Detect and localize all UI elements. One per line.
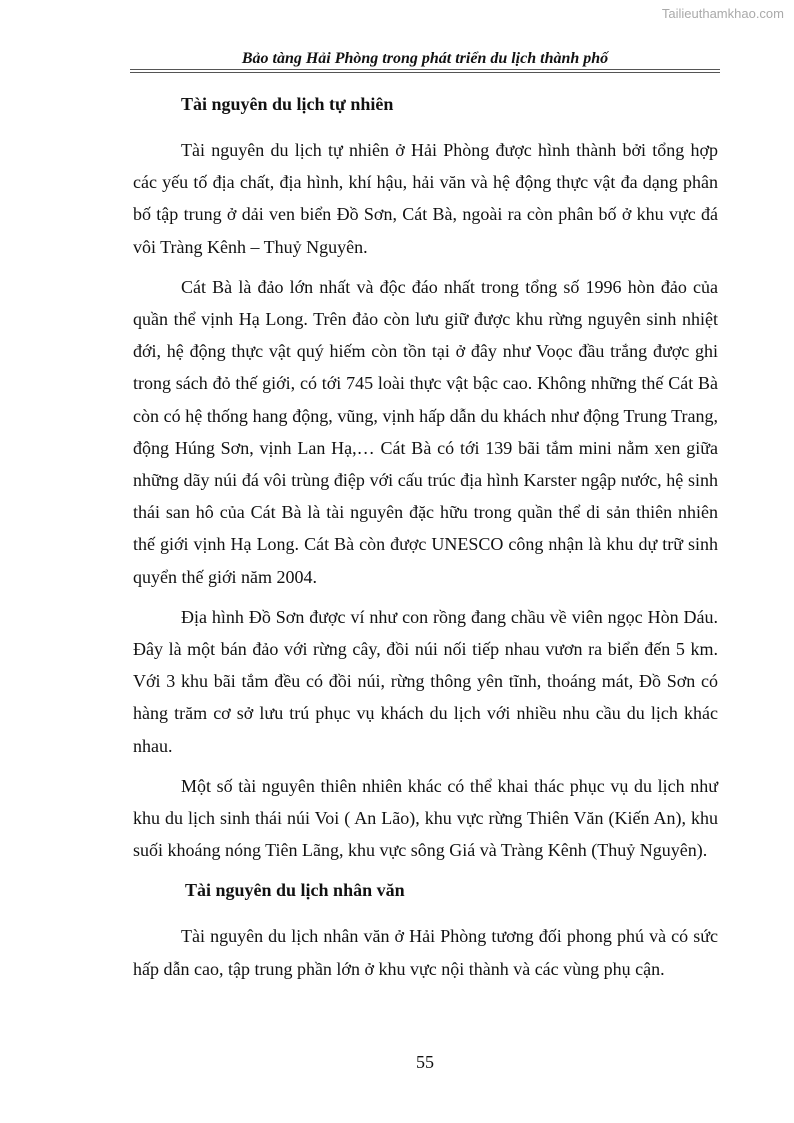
watermark: Tailieuthamkhao.com [661,6,784,21]
section-heading: Tài nguyên du lịch nhân văn [185,880,405,901]
page-body [133,88,718,993]
paragraph: Tài nguyên du lịch nhân văn ở Hải Phòng tương đối phong phú và có sức hấp dẫn cao, tập trung phần lớn ở khu vực nội thành và các vùng phụ cận. [133,926,718,979]
section-cultural [133,874,718,984]
paragraph: Địa hình Đồ Sơn được ví như con rồng đang chầu về viên ngọc Hòn Dáu. Đây là một bán đảo với rừng cây, đồi núi nối tiếp nhau vươn ra biển đến 5 km. Với 3 khu bãi tắm đều có đồi núi, rừng thông yên tĩnh, thoáng mát, Đồ Sơn có hàng trăm cơ sở lưu trú phục vụ khách du lịch với nhiều nhu cầu du lịch khác nhau. [133,606,718,756]
section-heading: Tài nguyên du lịch tự nhiên [181,94,394,114]
paragraph: Cát Bà là đảo lớn nhất và độc đáo nhất trong tổng số 1996 hòn đảo của quần thể vịnh Hạ Long. Trên đảo còn lưu giữ được khu rừng nguyên sinh nhiệt đới, hệ động thực vật quý hiếm còn tồn tại ở đây như Voọc đầu trắng được ghi trong sách đỏ thế giới, có tới 745 loài thực vật bậc cao. Không những thế Cát Bà còn có hệ thống hang động, vũng, vịnh hấp dẫn du khách như động Trung Trang, động Húng Sơn, vịnh Lan Hạ,… Cát Bà có tới 139 bãi tắm mini nằm xen giữa những dãy núi đá vôi trùng điệp với cấu trúc địa hình Karster ngập nước, hệ sinh thái san hô của Cát Bà là tài nguyên đặc hữu trong quần thể di sản thiên nhiên thế giới vịnh Hạ Long. Cát Bà còn được UNESCO công nhận là khu dự trữ sinh quyển thế giới năm 2004. [133,276,718,587]
section-natural [133,88,718,866]
paragraph: Một số tài nguyên thiên nhiên khác có thể khai thác phục vụ du lịch như khu du lịch sinh thái núi Voi ( An Lão), khu vực rừng Thiên Văn (Kiến An), khu suối khoáng nóng Tiên Lãng, khu vực sông Giá và Tràng Kênh (Thuỷ Nguyên). [133,775,718,861]
paragraph: Tài nguyên du lịch tự nhiên ở Hải Phòng được hình thành bởi tổng hợp các yếu tố địa chất, địa hình, khí hậu, hải văn và hệ động thực vật đa dạng phân bố tập trung ở dải ven biển Đồ Sơn, Cát Bà, ngoài ra còn phân bố ở khu vực đá vôi Tràng Kênh – Thuỷ Nguyên. [133,140,718,257]
running-header: Bảo tàng Hải Phòng trong phát triển du lịch thành phố [241,50,609,67]
header-rule [130,72,720,73]
page-number: 55 [416,1052,434,1072]
header-rule [130,69,720,70]
